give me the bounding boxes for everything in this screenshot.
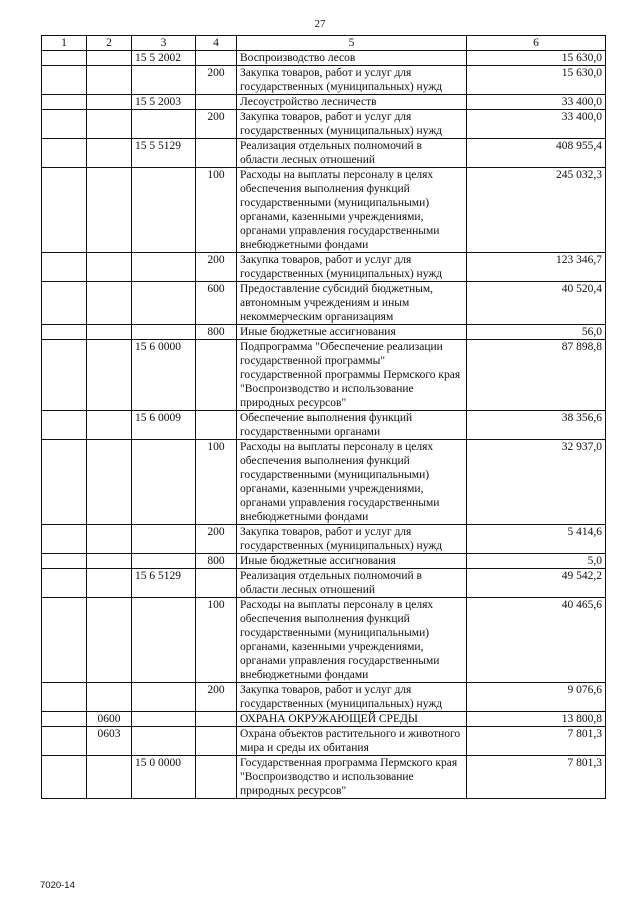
section-cell	[42, 51, 87, 66]
description-cell: Расходы на выплаты персоналу в целях обеспечения выполнения функций государственными (муниципальными) органами, казенными учреждениями, органами управления государственными внебюджетными фондами	[237, 168, 467, 253]
description-cell: Лесоустройство лесничеств	[237, 95, 467, 110]
target-code-cell: 15 5 5129	[132, 139, 196, 168]
footer-code: 7020-14	[40, 880, 75, 891]
description-cell: Реализация отдельных полномочий в области лесных отношений	[237, 569, 467, 598]
expense-type-cell: 100	[196, 440, 237, 525]
target-code-cell: 15 6 0009	[132, 411, 196, 440]
target-code-cell: 15 5 2003	[132, 95, 196, 110]
section-cell	[42, 411, 87, 440]
amount-cell: 13 800,8	[467, 712, 606, 727]
subsection-cell	[87, 168, 132, 253]
target-code-cell	[132, 440, 196, 525]
section-cell	[42, 253, 87, 282]
table-row	[42, 139, 606, 168]
amount-cell: 7 801,3	[467, 727, 606, 756]
amount-cell: 33 400,0	[467, 110, 606, 139]
header-col-5: 5	[237, 36, 467, 51]
description-cell: Закупка товаров, работ и услуг для государственных (муниципальных) нужд	[237, 110, 467, 139]
subsection-cell	[87, 110, 132, 139]
expense-type-cell	[196, 727, 237, 756]
table-row	[42, 168, 606, 253]
target-code-cell	[132, 325, 196, 340]
budget-table	[41, 35, 606, 799]
subsection-cell	[87, 51, 132, 66]
amount-cell: 245 032,3	[467, 168, 606, 253]
subsection-cell: 0600	[87, 712, 132, 727]
expense-type-cell	[196, 712, 237, 727]
subsection-cell	[87, 525, 132, 554]
description-cell: Подпрограмма "Обеспечение реализации государственной программы" государственной программы Пермского края "Воспроизводство и использование природных ресурсов"	[237, 340, 467, 411]
target-code-cell	[132, 282, 196, 325]
section-cell	[42, 683, 87, 712]
expense-type-cell: 200	[196, 110, 237, 139]
header-row	[42, 36, 606, 51]
target-code-cell	[132, 168, 196, 253]
amount-cell: 408 955,4	[467, 139, 606, 168]
amount-cell: 87 898,8	[467, 340, 606, 411]
subsection-cell	[87, 66, 132, 95]
subsection-cell	[87, 340, 132, 411]
table-row	[42, 282, 606, 325]
description-cell: Иные бюджетные ассигнования	[237, 554, 467, 569]
description-cell: Обеспечение выполнения функций государственными органами	[237, 411, 467, 440]
description-cell: Охрана объектов растительного и животного мира и среды их обитания	[237, 727, 467, 756]
table-row	[42, 440, 606, 525]
table-body	[42, 51, 606, 799]
table-row	[42, 525, 606, 554]
section-cell	[42, 139, 87, 168]
description-cell: ОХРАНА ОКРУЖАЮЩЕЙ СРЕДЫ	[237, 712, 467, 727]
section-cell	[42, 712, 87, 727]
table-row	[42, 325, 606, 340]
target-code-cell	[132, 712, 196, 727]
section-cell	[42, 110, 87, 139]
table-row	[42, 569, 606, 598]
description-cell: Расходы на выплаты персоналу в целях обеспечения выполнения функций государственными (муниципальными) органами, казенными учреждениями, органами управления государственными внебюджетными фондами	[237, 440, 467, 525]
expense-type-cell	[196, 95, 237, 110]
amount-cell: 40 520,4	[467, 282, 606, 325]
section-cell	[42, 325, 87, 340]
subsection-cell	[87, 253, 132, 282]
target-code-cell	[132, 598, 196, 683]
amount-cell: 56,0	[467, 325, 606, 340]
description-cell: Закупка товаров, работ и услуг для государственных (муниципальных) нужд	[237, 525, 467, 554]
table-row	[42, 683, 606, 712]
expense-type-cell: 100	[196, 598, 237, 683]
target-code-cell: 15 5 2002	[132, 51, 196, 66]
table-row	[42, 756, 606, 799]
subsection-cell	[87, 683, 132, 712]
expense-type-cell	[196, 569, 237, 598]
subsection-cell	[87, 282, 132, 325]
subsection-cell	[87, 440, 132, 525]
section-cell	[42, 168, 87, 253]
amount-cell: 32 937,0	[467, 440, 606, 525]
target-code-cell	[132, 110, 196, 139]
target-code-cell	[132, 554, 196, 569]
expense-type-cell: 200	[196, 66, 237, 95]
section-cell	[42, 340, 87, 411]
subsection-cell	[87, 756, 132, 799]
section-cell	[42, 525, 87, 554]
description-cell: Расходы на выплаты персоналу в целях обеспечения выполнения функций государственными (муниципальными) органами, казенными учреждениями, органами управления государственными внебюджетными фондами	[237, 598, 467, 683]
section-cell	[42, 756, 87, 799]
page-number: 27	[314, 18, 326, 30]
description-cell: Закупка товаров, работ и услуг для государственных (муниципальных) нужд	[237, 253, 467, 282]
target-code-cell: 15 6 5129	[132, 569, 196, 598]
header-col-2: 2	[87, 36, 132, 51]
description-cell: Иные бюджетные ассигнования	[237, 325, 467, 340]
amount-cell: 49 542,2	[467, 569, 606, 598]
table-row	[42, 95, 606, 110]
expense-type-cell	[196, 51, 237, 66]
amount-cell: 33 400,0	[467, 95, 606, 110]
target-code-cell	[132, 525, 196, 554]
table-row	[42, 66, 606, 95]
section-cell	[42, 554, 87, 569]
expense-type-cell: 100	[196, 168, 237, 253]
header-col-3: 3	[132, 36, 196, 51]
section-cell	[42, 282, 87, 325]
expense-type-cell: 200	[196, 683, 237, 712]
expense-type-cell: 200	[196, 253, 237, 282]
amount-cell: 40 465,6	[467, 598, 606, 683]
amount-cell: 5 414,6	[467, 525, 606, 554]
subsection-cell	[87, 554, 132, 569]
subsection-cell	[87, 411, 132, 440]
target-code-cell	[132, 66, 196, 95]
header-col-6: 6	[467, 36, 606, 51]
expense-type-cell: 800	[196, 325, 237, 340]
target-code-cell: 15 6 0000	[132, 340, 196, 411]
expense-type-cell: 800	[196, 554, 237, 569]
target-code-cell	[132, 727, 196, 756]
target-code-cell: 15 0 0000	[132, 756, 196, 799]
target-code-cell	[132, 253, 196, 282]
description-cell: Закупка товаров, работ и услуг для государственных (муниципальных) нужд	[237, 66, 467, 95]
table-row	[42, 712, 606, 727]
table-row	[42, 110, 606, 139]
subsection-cell	[87, 325, 132, 340]
table-row	[42, 598, 606, 683]
target-code-cell	[132, 683, 196, 712]
description-cell: Воспроизводство лесов	[237, 51, 467, 66]
table-row	[42, 554, 606, 569]
section-cell	[42, 727, 87, 756]
description-cell: Реализация отдельных полномочий в области лесных отношений	[237, 139, 467, 168]
description-cell: Государственная программа Пермского края "Воспроизводство и использование природных ресурсов"	[237, 756, 467, 799]
amount-cell: 7 801,3	[467, 756, 606, 799]
description-cell: Закупка товаров, работ и услуг для государственных (муниципальных) нужд	[237, 683, 467, 712]
table-row	[42, 411, 606, 440]
section-cell	[42, 95, 87, 110]
section-cell	[42, 440, 87, 525]
subsection-cell: 0603	[87, 727, 132, 756]
amount-cell: 9 076,6	[467, 683, 606, 712]
header-col-4: 4	[196, 36, 237, 51]
amount-cell: 123 346,7	[467, 253, 606, 282]
expense-type-cell	[196, 340, 237, 411]
amount-cell: 38 356,6	[467, 411, 606, 440]
section-cell	[42, 598, 87, 683]
expense-type-cell	[196, 756, 237, 799]
table-row	[42, 727, 606, 756]
header-col-1: 1	[42, 36, 87, 51]
table-row	[42, 253, 606, 282]
amount-cell: 15 630,0	[467, 66, 606, 95]
table-row	[42, 340, 606, 411]
expense-type-cell	[196, 411, 237, 440]
subsection-cell	[87, 95, 132, 110]
expense-type-cell: 200	[196, 525, 237, 554]
expense-type-cell: 600	[196, 282, 237, 325]
amount-cell: 15 630,0	[467, 51, 606, 66]
subsection-cell	[87, 569, 132, 598]
subsection-cell	[87, 139, 132, 168]
section-cell	[42, 66, 87, 95]
table-row	[42, 51, 606, 66]
amount-cell: 5,0	[467, 554, 606, 569]
expense-type-cell	[196, 139, 237, 168]
section-cell	[42, 569, 87, 598]
subsection-cell	[87, 598, 132, 683]
description-cell: Предоставление субсидий бюджетным, автономным учреждениям и иным некоммерческим организациям	[237, 282, 467, 325]
